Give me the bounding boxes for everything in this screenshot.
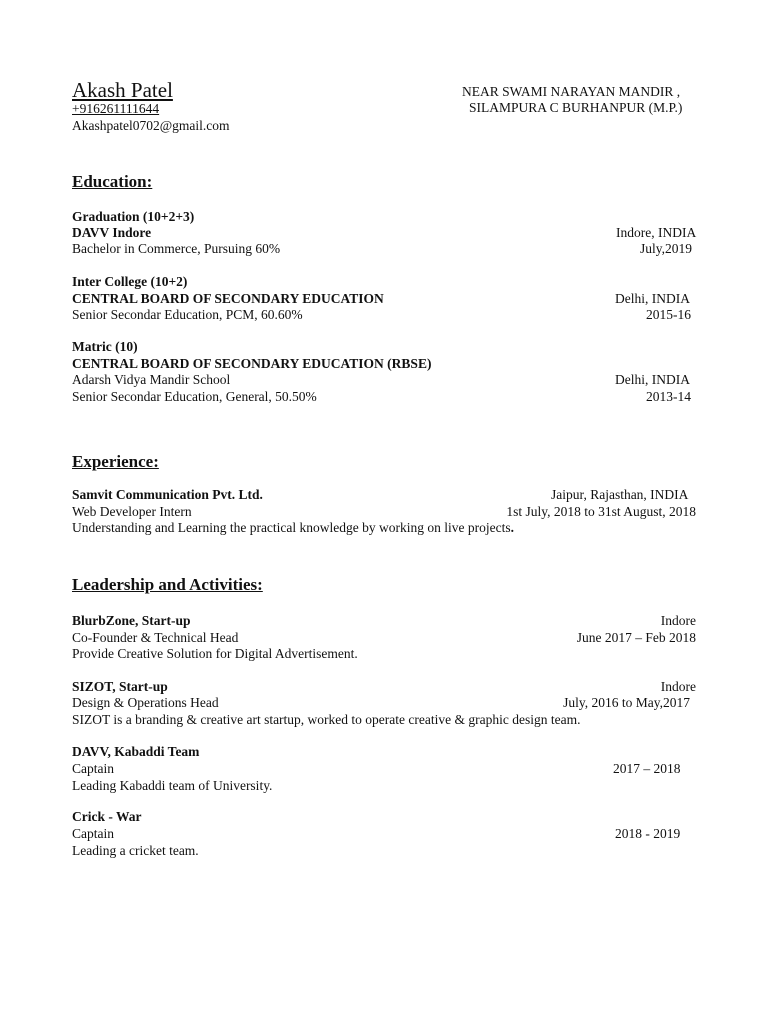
activity-date: 2017 – 2018: [613, 761, 681, 776]
activity-role: Co-Founder & Technical Head: [72, 630, 239, 645]
education-date: July,2019: [639, 241, 692, 256]
email-address: Akashpatel0702@gmail.com: [72, 118, 230, 133]
phone-number: +916261111644: [72, 101, 160, 116]
leadership-heading: Leadership and Activities:: [72, 575, 263, 594]
education-detail: Senior Secondar Education, General, 50.50%: [72, 389, 317, 404]
activity-location: Indore: [660, 613, 696, 628]
experience-date: 1st July, 2018 to 31st August, 2018: [506, 504, 696, 519]
address-line-1: NEAR SWAMI NARAYAN MANDIR ,: [462, 84, 681, 99]
activity-title: SIZOT, Start-up: [72, 679, 168, 694]
education-school: Adarsh Vidya Mandir School: [72, 372, 231, 387]
experience-description-period: .: [510, 520, 514, 535]
experience-heading: Experience:: [72, 452, 159, 471]
education-detail: Senior Secondar Education, PCM, 60.60%: [72, 307, 303, 322]
education-level: Graduation (10+2+3): [72, 209, 195, 224]
experience-description-text: Understanding and Learning the practical knowledge by working on live projects: [72, 520, 511, 535]
education-date: 2013-14: [646, 389, 691, 404]
education-location: Delhi, INDIA: [615, 372, 690, 387]
activity-date: July, 2016 to May,2017: [563, 695, 690, 710]
education-level: Inter College (10+2): [72, 274, 188, 289]
activity-role: Captain: [72, 761, 114, 776]
education-level: Matric (10): [72, 339, 138, 354]
activity-date: June 2017 – Feb 2018: [576, 630, 696, 645]
experience-location: Jaipur, Rajasthan, INDIA: [551, 487, 689, 502]
education-location: Indore, INDIA: [616, 225, 697, 240]
activity-title: Crick - War: [72, 809, 142, 824]
education-institution: CENTRAL BOARD OF SECONDARY EDUCATION: [72, 291, 384, 306]
activity-date: 2018 - 2019: [615, 826, 681, 841]
activity-location: Indore: [660, 679, 696, 694]
activity-title: BlurbZone, Start-up: [72, 613, 191, 628]
activity-description: Leading a cricket team.: [72, 843, 199, 858]
education-detail: Bachelor in Commerce, Pursuing 60%: [72, 241, 281, 256]
activity-description: SIZOT is a branding & creative art startup, worked to operate creative & graphic design team.: [72, 712, 581, 727]
activity-title: DAVV, Kabaddi Team: [72, 744, 200, 759]
education-location: Delhi, INDIA: [615, 291, 690, 306]
candidate-name: Akash Patel: [72, 78, 173, 102]
education-institution: DAVV Indore: [72, 225, 152, 240]
experience-role: Web Developer Intern: [72, 504, 192, 519]
education-heading: Education:: [72, 172, 153, 191]
activity-role: Captain: [72, 826, 114, 841]
experience-company: Samvit Communication Pvt. Ltd.: [72, 487, 263, 502]
activity-role: Design & Operations Head: [72, 695, 219, 710]
address-line-2: SILAMPURA C BURHANPUR (M.P.): [469, 100, 683, 115]
education-date: 2015-16: [646, 307, 691, 322]
education-institution: CENTRAL BOARD OF SECONDARY EDUCATION (RBSE): [72, 356, 432, 371]
activity-description: Provide Creative Solution for Digital Advertisement.: [72, 646, 358, 661]
activity-description: Leading Kabaddi team of University.: [72, 778, 273, 793]
experience-description: [72, 520, 514, 536]
